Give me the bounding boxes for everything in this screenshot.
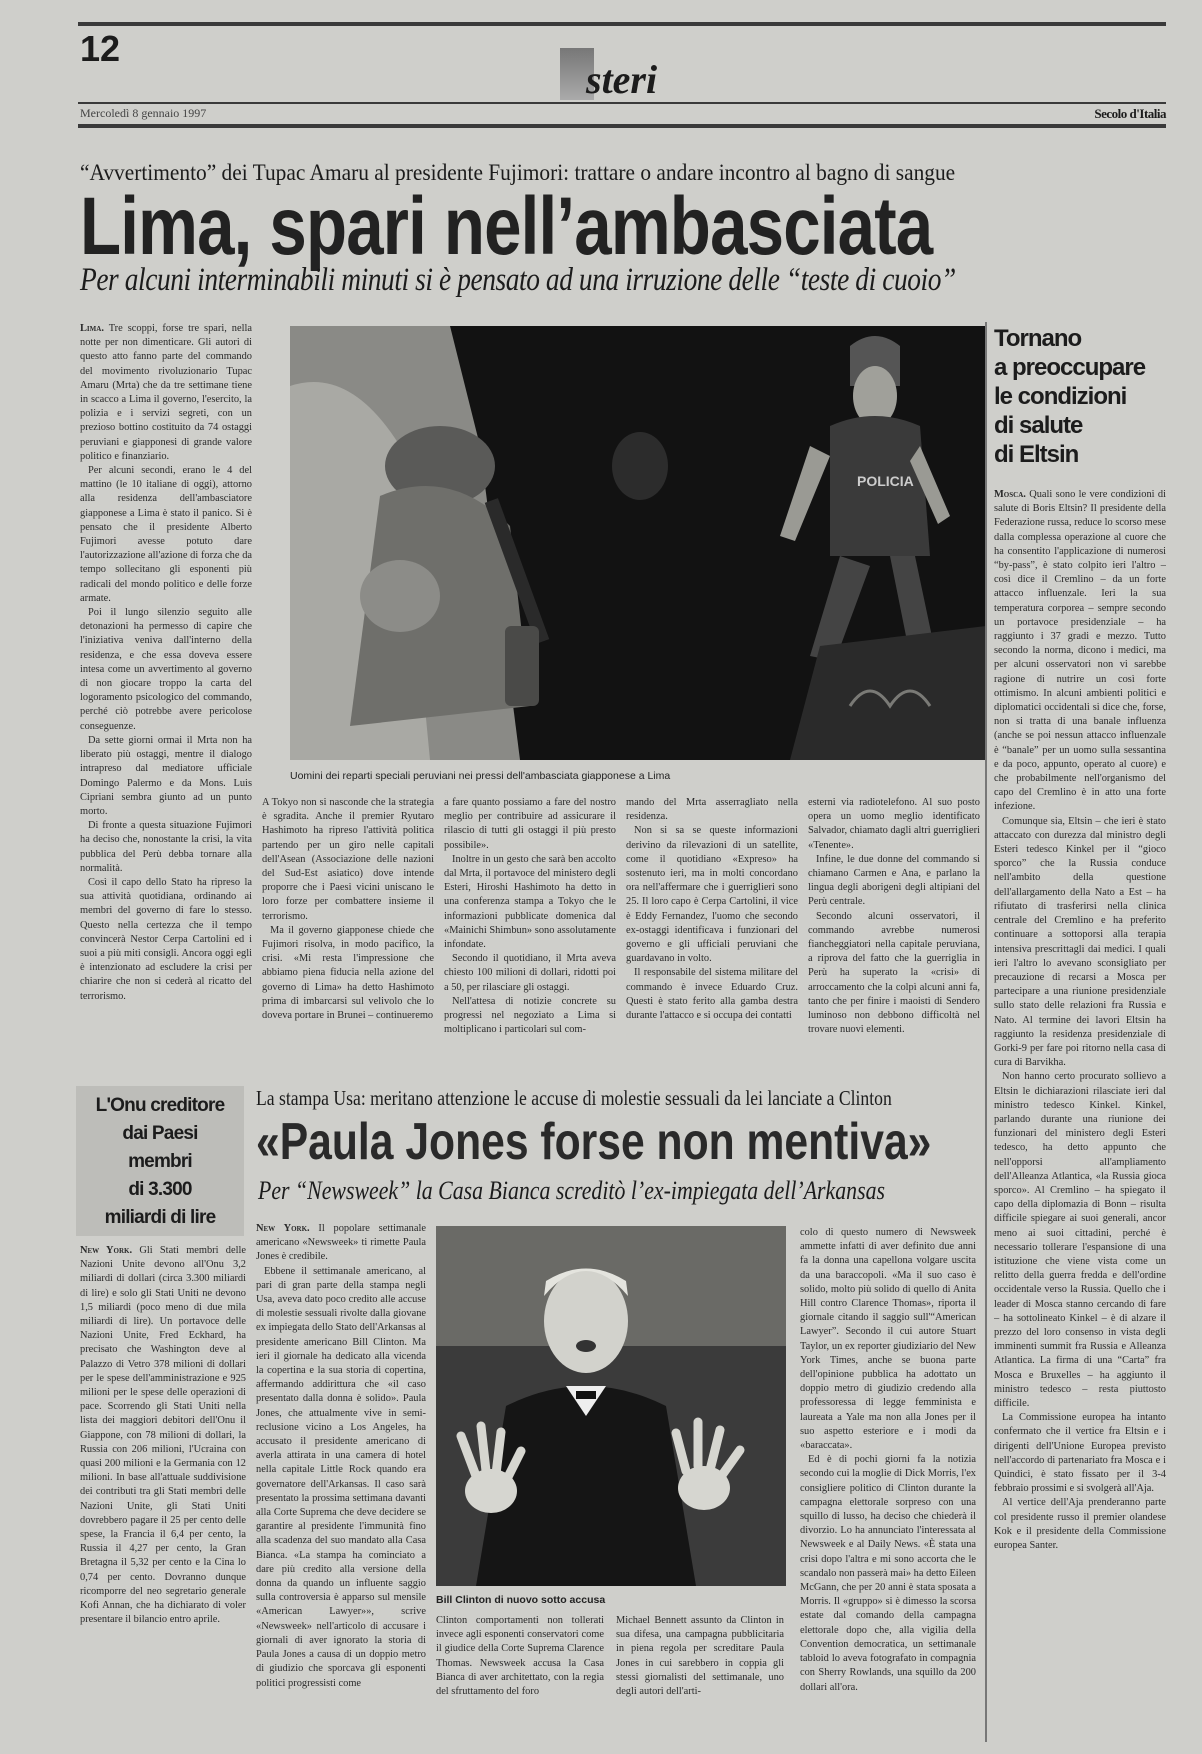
issue-date: Mercoledì 8 gennaio 1997: [80, 106, 207, 120]
paragraph: Al vertice dell'Aja prenderanno parte col presidente russo il premier olandese Kok e il presidente della Commissione europea Santer.: [994, 1497, 1166, 1552]
eltsin-headline-line: le condizioni: [994, 383, 1127, 410]
lead-column-4-text: mando del Mrta asserragliato nella residenza.: [626, 797, 798, 823]
section-name: steri: [586, 57, 658, 102]
paula-column-4-text: colo di questo numero di Newsweek ammette infatti di aver definito due anni fa la donna una capellona volgare uscita da una baraccopoli. «Ma il suo caso è solido, molto più solido di quello di Anita Hill contro Clarence Thomas», riporta il giornale citando il saggio sull'“American Lawyer”. Secondo il cui autore Stuart Taylor, un ex reporter giudiziario del New York Times, anche se buona parte dell'opinione pubblica ha adottato un doppio metro di giudizio credendo alla professoressa di legge femminista e laureata a Yale ma non alla Jones per il suo aspetto esteriore e i modi da «baraccata».: [800, 1227, 976, 1452]
paragraph: Da sette giorni ormai il Mrta non ha liberato più ostaggi, mentre il dialogo intrapreso dal mediatore ufficiale Domingo Palermo e da Mons. Luis Cipriani sembra giunto ad un punto morto.: [80, 734, 252, 817]
page-number: 12: [80, 28, 121, 69]
onu-headline-line: di 3.300: [128, 1179, 192, 1200]
eltsin-headline-line: a preoccupare: [994, 354, 1146, 381]
onu-column: [80, 1244, 246, 1742]
paula-column-4: [800, 1226, 976, 1742]
onu-headline-line: dai Paesi: [122, 1123, 198, 1144]
paragraph: Infine, le due donne del commando si chiamano Carmen e Ana, e parlano la lingua degli aborigeni degli altipiani del Perù centrale.: [808, 853, 980, 908]
paragraph: Il responsabile del sistema militare del commando è invece Eduardo Cruz. Questi è stato ferito alla gamba destra durante l'attacco e si occupa dei contatti: [626, 967, 798, 1022]
paula-headline: «Paula Jones forse non mentiva»: [256, 1113, 932, 1171]
paula-column-3-text: Michael Bennett assunto da Clinton in sua difesa, una campagna pubblicitaria in piena regola per screditare Paula Jones in cui sarebbero in coppia gli stessi giornalisti del settimanale, uno degli autori dell'arti-: [616, 1615, 784, 1698]
paragraph: Secondo il quotidiano, il Mrta aveva chiesto 100 milioni di dollari, ridotti poi a 50, per rilasciare gli ostaggi.: [444, 953, 616, 993]
paula-column-3: [616, 1614, 784, 1742]
lead-headline: Lima, spari nell’ambasciata: [80, 181, 933, 272]
masthead-bottom-rule: [78, 124, 1166, 128]
paper-name: Secolo d'Italia: [1094, 106, 1166, 121]
onu-dateline: New York.: [80, 1245, 133, 1256]
eltsin-headline-line: Tornano: [994, 325, 1082, 352]
onu-headline-line: membri: [128, 1151, 192, 1172]
eltsin-headline: [994, 324, 1145, 469]
paula-dateline: New York.: [256, 1223, 310, 1234]
paula-column-2: [436, 1614, 604, 1742]
lead-column-4: [626, 796, 798, 1062]
date-rule: [78, 102, 1166, 104]
onu-headline-line: L'Onu creditore: [95, 1095, 225, 1116]
onu-headline-box: [76, 1086, 244, 1236]
police-soldiers-photo: [290, 326, 986, 760]
paragraph: Ed è di pochi giorni fa la notizia secondo cui la moglie di Dick Morris, l'ex consigliere politico di Clinton durante la campagna elettorale sorpreso con una squillo di lusso, ha deciso che chiederà il divorzio. Lo ha annunciato l'interessata al Newsweek e al Daily News. «È stata una crisi dopo l'altra e mi sono accorta che le scandalo non passerà mai» ha detto Eileen McGann, che per 20 anni è stata sposata a Morris. Il «gruppo» si è dimesso la scorsa estate dal comando della campagna elettorale dopo che, alla vigilia della Convention democratica, un settimanale tabloid lo aveva fotografato in compagnia con Sherry Rowlands, una squillo da 200 dollari all'ora.: [800, 1454, 976, 1693]
photo-vest-text: POLICIA: [857, 473, 914, 489]
paragraph: Ebbene il settimanale americano, al pari di gran parte della stampa negli Usa, aveva dato poco credito alle accuse di molestie sessuali rivolte dalla giovane ex impiegata dello Stato dell'Arkansas al presidente americano Bill Clinton. Ma ieri il giornale ha dedicato alla vicenda la copertina e la sua storia di copertina, affermando addirittura che «il caso presentato dalla donna è solido». Paula Jones, che attualmente vive in semi-reclusione vicino a Los Angeles, ha accusato il presidente americano di averla attirata in una camera di hotel nella capitale Little Rock quando era governatore dell'Arkansas. Il caso sarà presentato la prossima settimana davanti alla Corte Suprema che deve decidere se garantire al presidente l'immunità fino alla scadenza del suo mandato alla Casa Bianca. «La stampa ha cominciato a dare più credito alla versione della donna da quando un influente saggio sulla controversia è apparso sul mensile «American Lawyer»», scrive «Newsweek» nell'articolo di accusare i giornali di aver ignorato la storia di Paula Jones a causa di un doppio metro di giudizio che sporcava gli esponenti politici progressisti come: [256, 1265, 426, 1689]
clinton-photo: [436, 1226, 786, 1586]
paragraph: Non hanno certo procurato sollievo a Eltsin le dichiarazioni rilasciate ieri dal ministro tedesco Kinkel. Kinkel, parlando durante una riunione dei funzionari del ministero degli Esteri tedesco, ha detto appunto che nell'opporsi all'ampliamento dell'Alleanza Atlantica, «la Russia gioca sporco». Al Cremlino – ha spiegato il capo della diplomazia di Bonn – risulta difficile spiegare ai suoi generali, ancor meno ai suoi cittadini, perché è necessario tollerare l'espansione di una istituzione che viene vista come un relitto della guerra fredda e dell'ordine occidentale verso la Russia. Quello che i leader di Mosca stanno cercando di fare – ha sottolineato Kinkel – è di alzare il prezzo del loro consenso in vista degli imminenti summit fra Russia e Alleanza Atlantica. La firma di una “Carta” fra Mosca e Bruxelles – ha aggiunto il ministro tedesco – resta piuttosto difficile.: [994, 1071, 1166, 1409]
lead-column-3-text: a fare quanto possiamo a fare del nostro meglio per contribuire ad assicurare il rilascio di tutti gli ostaggi il più presto possibile».: [444, 797, 616, 851]
clinton-photo-caption: Bill Clinton di nuovo sotto accusa: [436, 1594, 606, 1606]
paragraph: Secondo alcuni osservatori, il commando avrebbe numerosi fiancheggiatori nella capitale peruviana, a riprova del fatto che la guerriglia in Perù ha superato la «crisi» di arroccamento che la colpì alcuni anni fa, tanto che per finire i maoisti di Sendero luminoso non debbono difficoltà nel trovare nuovi elementi.: [808, 910, 980, 1036]
eltsin-dateline: Mosca.: [994, 489, 1026, 500]
onu-text: Gli Stati membri delle Nazioni Unite devono all'Onu 3,2 miliardi di dollari (circa 3.300 miliardi di lire) e solo gli Stati Uniti ne devono 1,5 miliardi (poco meno di due mila miliardi di lire). Un portavoce delle Nazioni Unite, Fred Eckhard, ha precisato che Washington deve al Palazzo di Vetro 378 milioni di dollari per le spese dell'amministrazione e 925 milioni per le spese delle operazioni di pace. Scorrendo gli Stati Uniti nella lista dei maggiori debitori dell'Onu il Giappone, con 78 milioni di dollari, la Russia con 206 milioni, l'Ucraina con quasi 200 milioni e la Germania con 12 milioni. In base all'attuale suddivisione dei contributi tra gli Stati membri delle Nazioni Unite, gli Stati Uniti dovrebbero pagare il 25 per cento delle spese, la Francia il 6,4 per cento, la Russia il 4,27 per cento, la Gran Bretagna il 5,32 per cento e la Cina lo 0,74 per cento. Dovranno dunque ricomporre del neo segretario generale Kofi Annan, che ha dichiarato di voler presentare il bilancio entro aprile.: [80, 1245, 246, 1626]
paula-column-1: [256, 1222, 426, 1742]
paragraph: La Commissione europea ha intanto confermato che il vertice fra Eltsin e i dirigenti dell'Unione Europea previsto nell'accordo di partenariato fra Mosca e i Quindici, è stato fissato per il 3-4 febbraio prossimi e si svolgerà all'Aja.: [994, 1412, 1166, 1495]
eltsin-column: [994, 488, 1166, 1742]
lead-dateline: Lima.: [80, 323, 104, 334]
lead-column-5-text: esterni via radiotelefono. Al suo posto opera un uomo meglio identificato Salvador, chiamato dagli altri guerriglieri «Tenente».: [808, 797, 980, 851]
eltsin-headline-line: di Eltsin: [994, 441, 1079, 468]
lead-column-2: [262, 796, 434, 1062]
paragraph: Comunque sia, Eltsin – che ieri è stato attaccato con durezza dal ministro degli Esteri tedesco Kinkel per il “gioco sporco” che la Russia conduce nell'ambito della questione dell'allargamento della Nato a Est – ha rifiutato di trasferirsi nella clinica centrale del Cremlino e ha preferito continuare a sottoporsi alla terapia intensiva prescrittagli dai medici. I quali ieri l'altro lo avevano sconsigliato per precauzione di recarsi a Mosca per partecipare a una riunione presidenziale sullo stato delle relazioni fra Russia e Nato. Al termine dei lavori Eltsin ha raggiunto la residenza presidenziale di Gorki-9 per fare poi ritorno nella casa di cura di Barvikha.: [994, 815, 1166, 1069]
paragraph: Inoltre in un gesto che sarà ben accolto dal Mrta, il portavoce del ministero degli Esteri, Hiroshi Hashimoto ha detto in una conferenza stampa a Tokyo che le informazioni pubblicate domenica dal «Mainichi Shimbun» sono assolutamente infondate.: [444, 853, 616, 951]
paragraph: Nell'attesa di notizie concrete su progressi nel negoziato a Lima si moltiplicano i particolari sul com-: [444, 995, 616, 1036]
paragraph: Non si sa se queste informazioni derivino da rilevazioni di un satellite, come il quotidiano «Expreso» ha sostenuto ieri, ma in molti concordano ora nell'affermare che i guerriglieri sono 25. Il loro capo è Cerpa Cartolini, il vice è Eddy Fernandez, l'uomo che secondo ex-ostaggi identificava i funzionari del governo e gli ufficiali peruviani che guardavano in volto.: [626, 825, 798, 965]
eltsin-text: Quali sono le vere condizioni di salute di Boris Eltsin? Il presidente della Federazione russa, reduce lo scorso mese dalla complessa operazione al cuore che ha consentito l'applicazione di numerosi “by-pass”, è stato colpito ieri l'altro – così dice il Cremlino – da un forte attacco influenzale. Ieri la sua temperatura corporea – sempre secondo un portavoce presidenziale – ha raggiunto i 37 gradi e mezzo. Tutto secondo la norma, dicono i medici, ma per alcuni osservatori non vi sarebbe ragione di nutrire un così forte ottimismo. In alcuni ambienti politici e diplomatici occidentali si dice che, forse, non si tratta di una banale influenza (anche se poi nessun attacco influenzale è “banale” per un uomo sulla sessantina e da poco, appunto, operato al cuore) e che probabilmente nell'organismo del capo del Cremlino è in atto una forte infezione.: [994, 489, 1166, 813]
paragraph: Per alcuni secondi, erano le 4 del mattino (le 10 italiane di oggi), attorno alla residenza dell'ambasciatore giapponese a Lima è stato il panico. Si è pensato che il presidente Alberto Fujimori avesse potuto dare l'autorizzazione all'azione di forza che da tempo sollecitano gli esponenti più radicali del mondo politico e delle forze armate.: [80, 465, 252, 604]
section-title: [560, 44, 657, 100]
lead-column-1: [80, 322, 252, 1070]
lead-column-2-text: A Tokyo non si nasconde che la strategia è sgradita. Anche il premier Ryutaro Hashimoto ha ripreso l'attività politica partendo per un giro nelle capitali dell'Asean (Associazione delle nazioni del Sud-Est asiatico) dove intende proporre che i Paesi vicini uniscano le loro forze per combattere insieme il terrorismo.: [262, 797, 434, 922]
paragraph: Poi il lungo silenzio seguito alle detonazioni ha permesso di capire che l'iniziativa veniva dall'interno della residenza, e che essa doveva essere intesa come un avvertimento al governo di non giocare troppo la carta del logoramento psicologico del commando, perché ciò potrebbe avere pericolose conseguenze.: [80, 607, 252, 732]
top-rule: [78, 22, 1166, 26]
lead-photo-caption: Uomini dei reparti speciali peruviani nei pressi dell'ambasciata giapponese a Lima: [290, 770, 671, 782]
paragraph: Così il capo dello Stato ha ripreso la sua attività quotidiana, ordinando ai membri del governo di fare lo stesso. Questo nella certezza che il tempo convincerà Nestor Cerpa Cartolini ed i suoi a più miti consigli. Ancora oggi egli è intenzionato ad escludere la crisi per chiarire che non si cederà al ricatto del terrorismo.: [80, 876, 252, 1002]
lead-column-5: [808, 796, 980, 1062]
paula-subheadline: Per “Newsweek” la Casa Bianca screditò l’ex-impiegata dell’Arkansas: [258, 1176, 885, 1205]
onu-headline-line: miliardi di lire: [104, 1207, 216, 1228]
lead-column-3: [444, 796, 616, 1062]
paragraph: Ma il governo giapponese chiede che Fujimori risolva, in modo pacifico, la crisi. «Mi resta l'impressione che abbiamo piena fiducia nella azione del governo di Lima» ha detto Hashimoto prima di imbarcarsi sul velivolo che lo doveva portare in Brunei – continueremo: [262, 924, 434, 1022]
clinton-speaking-photo: [436, 1226, 786, 1586]
eltsin-headline-line: di salute: [994, 412, 1083, 439]
paragraph: Di fronte a questa situazione Fujimori ha deciso che, nonostante la crisi, la vita pubblica del Perù debba tornare alla normalità.: [80, 820, 252, 874]
lead-kicker: “Avvertimento” dei Tupac Amaru al presidente Fujimori: trattare o andare incontro al bagno di sangue: [80, 160, 956, 185]
paula-kicker: La stampa Usa: meritano attenzione le accuse di molestie sessuali da lei lanciate a Clinton: [256, 1086, 892, 1110]
lead-subheadline: Per alcuni interminabili minuti si è pensato ad una irruzione delle “teste di cuoio”: [80, 262, 956, 298]
column-divider: [985, 322, 987, 1742]
paula-column-1-text: Il popolare settimanale americano «Newsweek» ti rimette Paula Jones è credibile.: [256, 1223, 426, 1263]
paula-column-2-text: Clinton comportamenti non tollerati invece agli esponenti conservatori come il giudice della Corte Suprema Clarence Thomas. Newsweek accusa la Casa Bianca di aver architettato, con la regia del sfruttamento del foro: [436, 1615, 604, 1698]
lead-photo: [290, 326, 986, 760]
lead-column-1-text: Tre scoppi, forse tre spari, nella notte per non dimenticare. Gli autori di questo atto fanno parte del commando del movimento rivoluzionario Tupac Amaru (Mrta) che da tre settimane tiene in scacco a Lima il governo, l'esercito, la polizia e i servizi segreti, con un prezioso bottino costituito da 74 ostaggi peruviani e giapponesi di grande valore politico e finanziario.: [80, 323, 252, 462]
